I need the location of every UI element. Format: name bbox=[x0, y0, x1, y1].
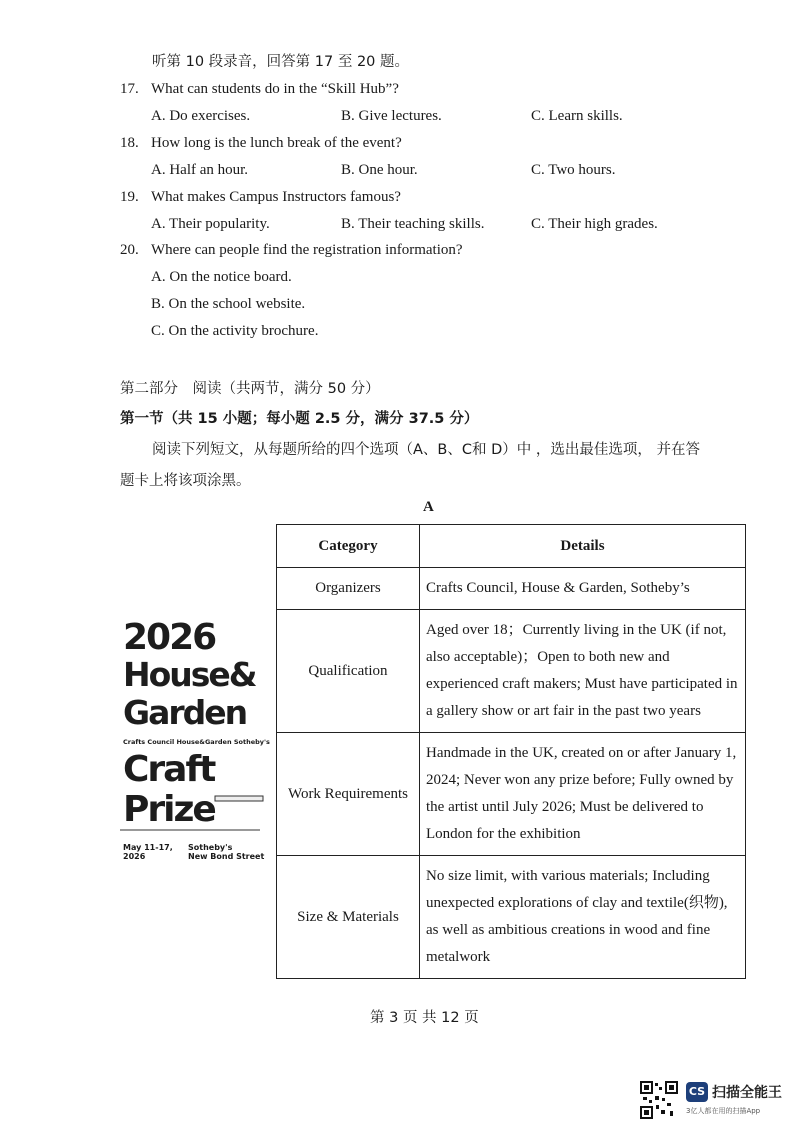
question-text: How long is the lunch break of the event? bbox=[151, 135, 402, 151]
question-number: 20. bbox=[120, 242, 139, 258]
part-two-heading: 第二部分 阅读（共两节，满分 50 分） bbox=[120, 381, 380, 397]
row-category: Work Requirements bbox=[277, 733, 420, 856]
option-b: B. Their teaching skills. bbox=[341, 216, 485, 232]
poster-pen-graphic bbox=[120, 786, 270, 836]
option-c: C. On the activity brochure. bbox=[151, 323, 319, 339]
table-row bbox=[277, 568, 746, 610]
header-details: Details bbox=[420, 525, 746, 568]
question-number: 18. bbox=[120, 135, 139, 151]
camscanner-logo-icon: CS bbox=[686, 1082, 708, 1102]
table-header-row bbox=[277, 525, 746, 568]
option-c: C. Their high grades. bbox=[531, 216, 658, 232]
poster-year: 2026 bbox=[123, 617, 216, 658]
craft-prize-table bbox=[276, 524, 746, 979]
section-intro: 听第 10 段录音，回答第 17 至 20 题。 bbox=[152, 54, 410, 70]
option-b: B. Give lectures. bbox=[341, 108, 442, 124]
poster-title-line-1: House& bbox=[123, 655, 256, 694]
question-text: What makes Campus Instructors famous? bbox=[151, 189, 401, 205]
page-number: 第 3 页 共 12 页 bbox=[370, 1010, 479, 1026]
instructions-line-2: 题卡上将该项涂黑。 bbox=[120, 473, 251, 489]
poster-venue-2: New Bond Street bbox=[188, 852, 265, 861]
table-row bbox=[277, 610, 746, 733]
qr-code-icon bbox=[640, 1081, 678, 1119]
poster-title-line-4: Prize bbox=[123, 789, 215, 830]
option-c: C. Two hours. bbox=[531, 162, 616, 178]
poster-title-line-3: Craft bbox=[123, 749, 215, 790]
row-details: Crafts Council, House & Garden, Sotheby’s bbox=[420, 568, 746, 610]
option-b: B. On the school website. bbox=[151, 296, 306, 312]
poster-dates-2: 2026 bbox=[123, 852, 146, 861]
row-category: Organizers bbox=[277, 568, 420, 610]
section-one-heading: 第一节（共 15 小题；每小题 2.5 分，满分 37.5 分） bbox=[120, 411, 479, 427]
row-category: Size & Materials bbox=[277, 856, 420, 979]
table-row bbox=[277, 733, 746, 856]
table-row bbox=[277, 856, 746, 979]
question-text: Where can people find the registration information? bbox=[151, 242, 463, 258]
header-category: Category bbox=[277, 525, 420, 568]
option-a: A. Half an hour. bbox=[151, 162, 249, 178]
question-number: 19. bbox=[120, 189, 139, 205]
option-b: B. One hour. bbox=[341, 162, 418, 178]
row-category: Qualification bbox=[277, 610, 420, 733]
poster-dates-1: May 11-17, bbox=[123, 843, 173, 852]
poster-title-line-2: Garden bbox=[123, 693, 247, 732]
row-details: Handmade in the UK, created on or after January 1, 2024; Never won any prize before; Fully owned by the artist until July 2026; Must be delivered to London for the exhibition bbox=[420, 733, 746, 856]
option-a: A. Their popularity. bbox=[151, 216, 270, 232]
option-a: A. On the notice board. bbox=[151, 269, 292, 285]
instructions-line-1: 阅读下列短文，从每题所给的四个选项（A、B、C和 D）中 ，选出最佳选项， 并在答 bbox=[152, 442, 700, 458]
option-c: C. Learn skills. bbox=[531, 108, 623, 124]
passage-label: A bbox=[423, 499, 434, 515]
craft-prize-poster bbox=[120, 617, 270, 870]
scanner-tagline: 3亿人都在用的扫描App bbox=[686, 1107, 761, 1115]
poster-venue-1: Sotheby's bbox=[188, 843, 233, 852]
question-number: 17. bbox=[120, 81, 139, 97]
row-details: Aged over 18；Currently living in the UK (if not, also acceptable)；Open to both new and experienced craft makers; Must have participated in a gallery show or art fair in the past two years bbox=[420, 610, 746, 733]
question-text: What can students do in the “Skill Hub”? bbox=[151, 81, 399, 97]
option-a: A. Do exercises. bbox=[151, 108, 251, 124]
poster-sponsors: Crafts Council House&Garden Sotheby's bbox=[123, 738, 270, 746]
row-details: No size limit, with various materials; Including unexpected explorations of clay and textile(织物), as well as ambitious creations in wood and fine metalwork bbox=[420, 856, 746, 979]
scanner-app-name: 扫描全能王 bbox=[712, 1085, 782, 1101]
